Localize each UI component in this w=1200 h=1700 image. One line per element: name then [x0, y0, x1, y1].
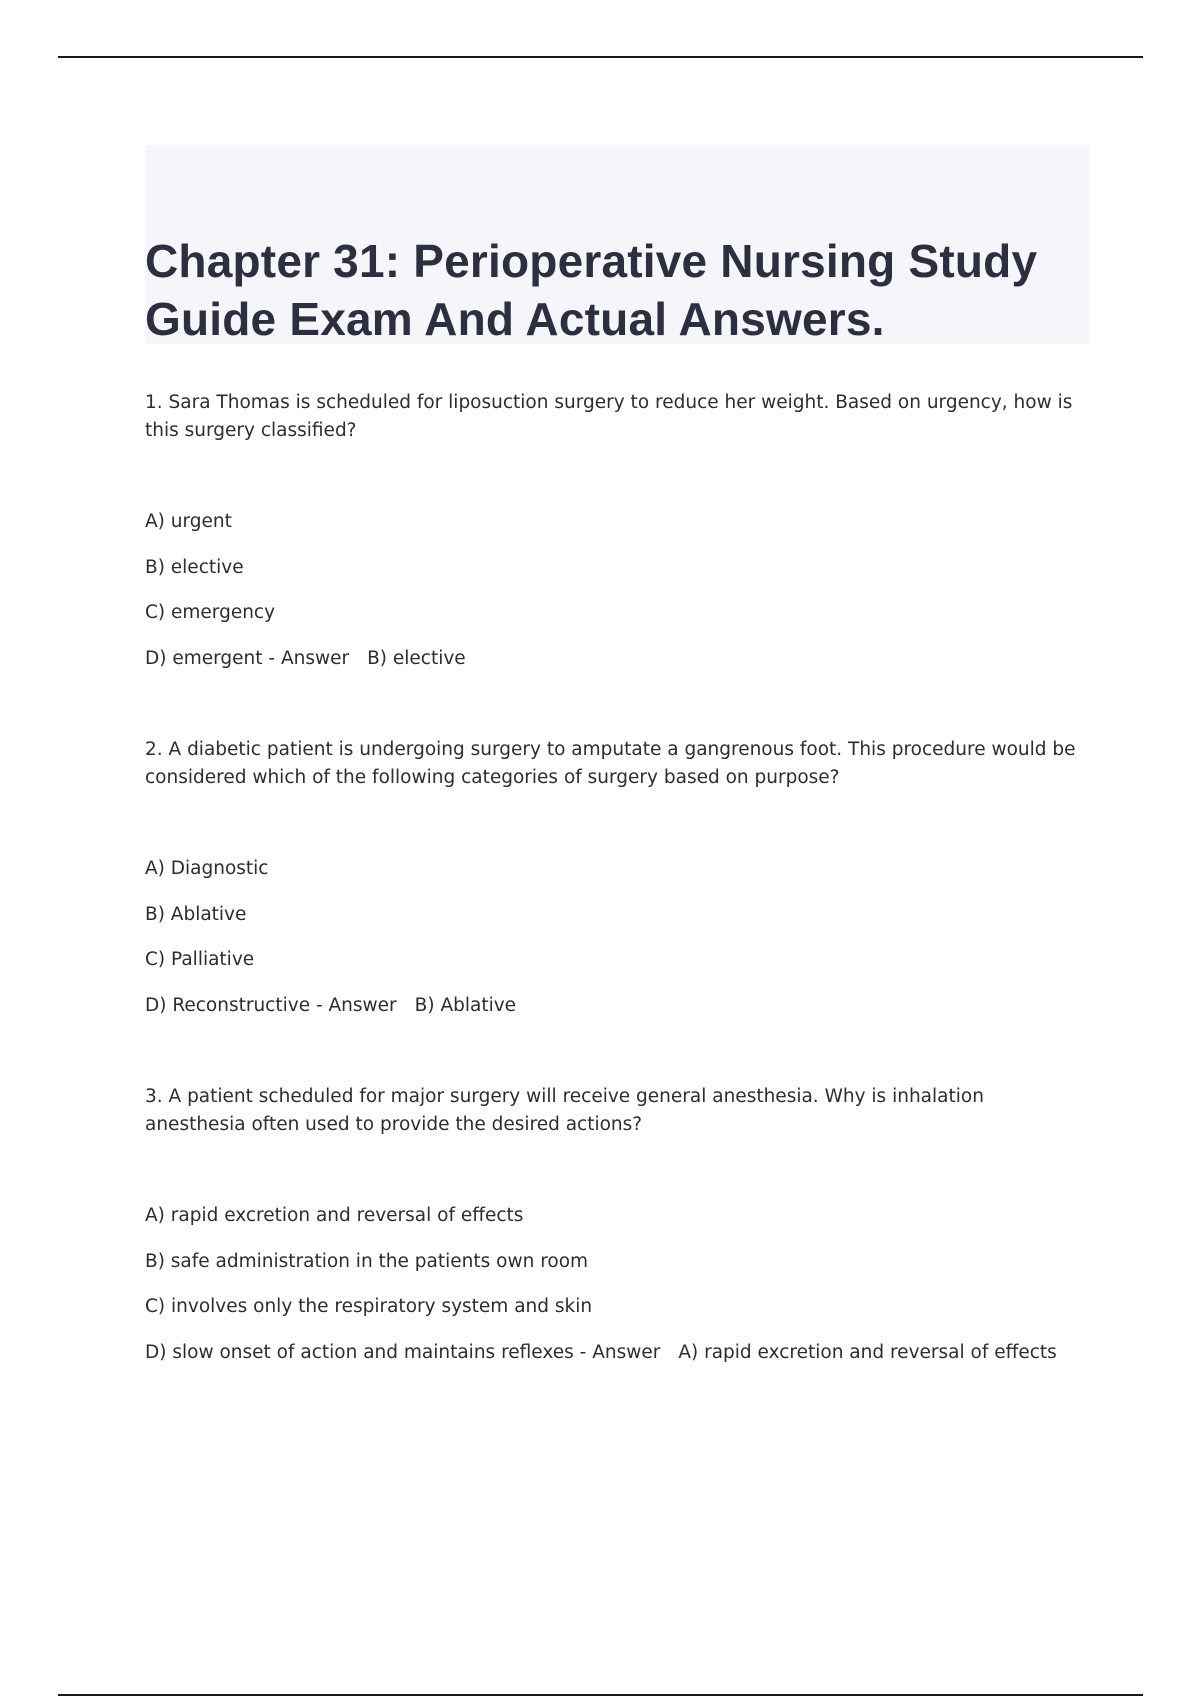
- question-3-text: 3. A patient scheduled for major surgery will receive general anesthesia. Why is inhalation anesthesia often used to provide the desired actions?: [145, 1086, 984, 1135]
- question-2-option-c: C) Palliative: [145, 949, 255, 970]
- question-2-option-b: B) Ablative: [145, 904, 247, 925]
- header-rule: [58, 56, 1143, 58]
- question-3-option-d-with-answer: [145, 1340, 1057, 1366]
- question-3-option-c: C) involves only the respiratory system and skin: [145, 1296, 593, 1317]
- question-1-option-d: D) emergent - Answer: [145, 648, 350, 669]
- question-2-option-d: D) Reconstructive - Answer: [145, 995, 397, 1016]
- question-1-option-a: A) urgent: [145, 511, 232, 532]
- question-3-option-a: A) rapid excretion and reversal of effects: [145, 1205, 524, 1226]
- question-3-answer: A) rapid excretion and reversal of effects: [678, 1342, 1057, 1363]
- question-2-text: 2. A diabetic patient is undergoing surgery to amputate a gangrenous foot. This procedure would be considered which of the following categories of surgery based on purpose?: [145, 739, 1076, 788]
- question-2-option-a: A) Diagnostic: [145, 858, 269, 879]
- question-1-option-c: C) emergency: [145, 602, 276, 623]
- question-2-answer: B) Ablative: [414, 995, 517, 1016]
- question-1-text: 1. Sara Thomas is scheduled for liposuction surgery to reduce her weight. Based on urgency, how is this surgery classified?: [145, 392, 1073, 441]
- question-1-option-b: B) elective: [145, 557, 244, 578]
- question-1-answer: B) elective: [367, 648, 466, 669]
- footer-rule: [58, 1694, 1143, 1696]
- question-3-option-d: D) slow onset of action and maintains reflexes - Answer: [145, 1342, 661, 1363]
- question-3-option-b: B) safe administration in the patients own room: [145, 1251, 589, 1272]
- question-2-option-d-with-answer: [145, 993, 516, 1019]
- document-title: Chapter 31: Perioperative Nursing Study Guide Exam And Actual Answers.: [145, 235, 1038, 345]
- question-1-option-d-with-answer: [145, 646, 466, 672]
